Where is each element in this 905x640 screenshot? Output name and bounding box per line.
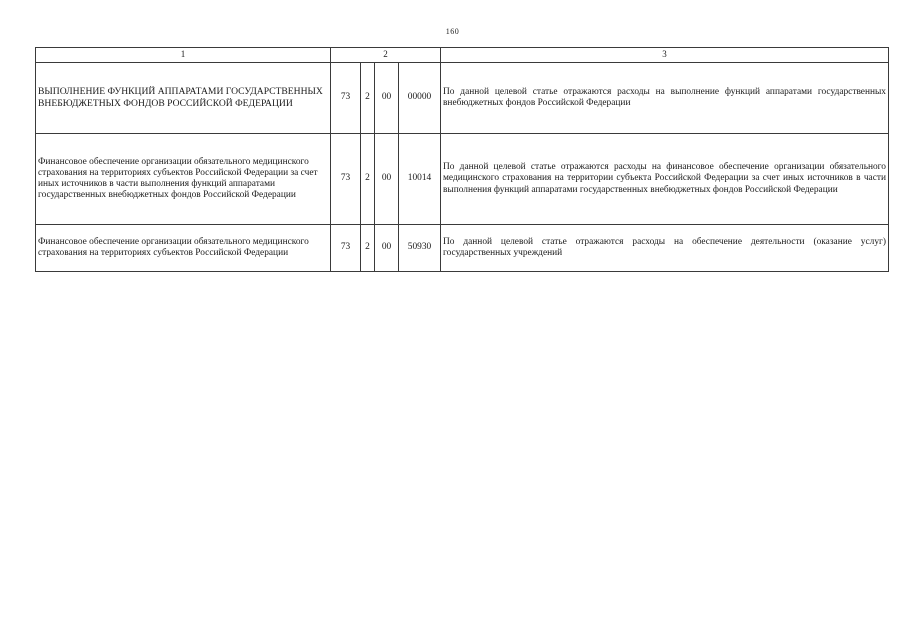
row-description: По данной целевой статье отражаются расходы на финансовое обеспечение организации обязательного медицинского страхования на территории субъекта Российской Федерации за счет иных источников в части выполнения функций аппаратами государственных внебюджетных фондов Российской Федерации <box>441 134 889 225</box>
code-subprogram: 2 <box>361 63 375 134</box>
table-header-row <box>36 48 889 63</box>
code-main-activity: 00 <box>375 134 399 225</box>
code-direction: 10014 <box>399 134 441 225</box>
table-row <box>36 225 889 272</box>
table-row <box>36 134 889 225</box>
page-number: 160 <box>445 27 460 36</box>
header-col-2: 2 <box>331 48 441 63</box>
code-main-activity: 00 <box>375 63 399 134</box>
code-direction: 50930 <box>399 225 441 272</box>
budget-classification-table <box>35 47 889 272</box>
header-col-1: 1 <box>36 48 331 63</box>
row-name: Финансовое обеспечение организации обязательного медицинского страхования на территориях субъектов Российской Федерации за счет иных источников в части выполнения функций аппаратами государственных внебюджетных фондов Российской Федерации <box>36 134 331 225</box>
row-description: По данной целевой статье отражаются расходы на обеспечение деятельности (оказание услуг) государственных учреждений <box>441 225 889 272</box>
code-program: 73 <box>331 63 361 134</box>
code-program: 73 <box>331 134 361 225</box>
table-row <box>36 63 889 134</box>
code-main-activity: 00 <box>375 225 399 272</box>
header-col-3: 3 <box>441 48 889 63</box>
row-description: По данной целевой статье отражаются расходы на выполнение функций аппаратами государственных внебюджетных фондов Российской Федерации <box>441 63 889 134</box>
row-name: Финансовое обеспечение организации обязательного медицинского страхования на территориях субъектов Российской Федерации <box>36 225 331 272</box>
code-subprogram: 2 <box>361 134 375 225</box>
code-program: 73 <box>331 225 361 272</box>
code-direction: 00000 <box>399 63 441 134</box>
code-subprogram: 2 <box>361 225 375 272</box>
row-name: ВЫПОЛНЕНИЕ ФУНКЦИЙ АППАРАТАМИ ГОСУДАРСТВЕННЫХ ВНЕБЮДЖЕТНЫХ ФОНДОВ РОССИЙСКОЙ ФЕДЕРАЦИИ <box>36 63 331 134</box>
